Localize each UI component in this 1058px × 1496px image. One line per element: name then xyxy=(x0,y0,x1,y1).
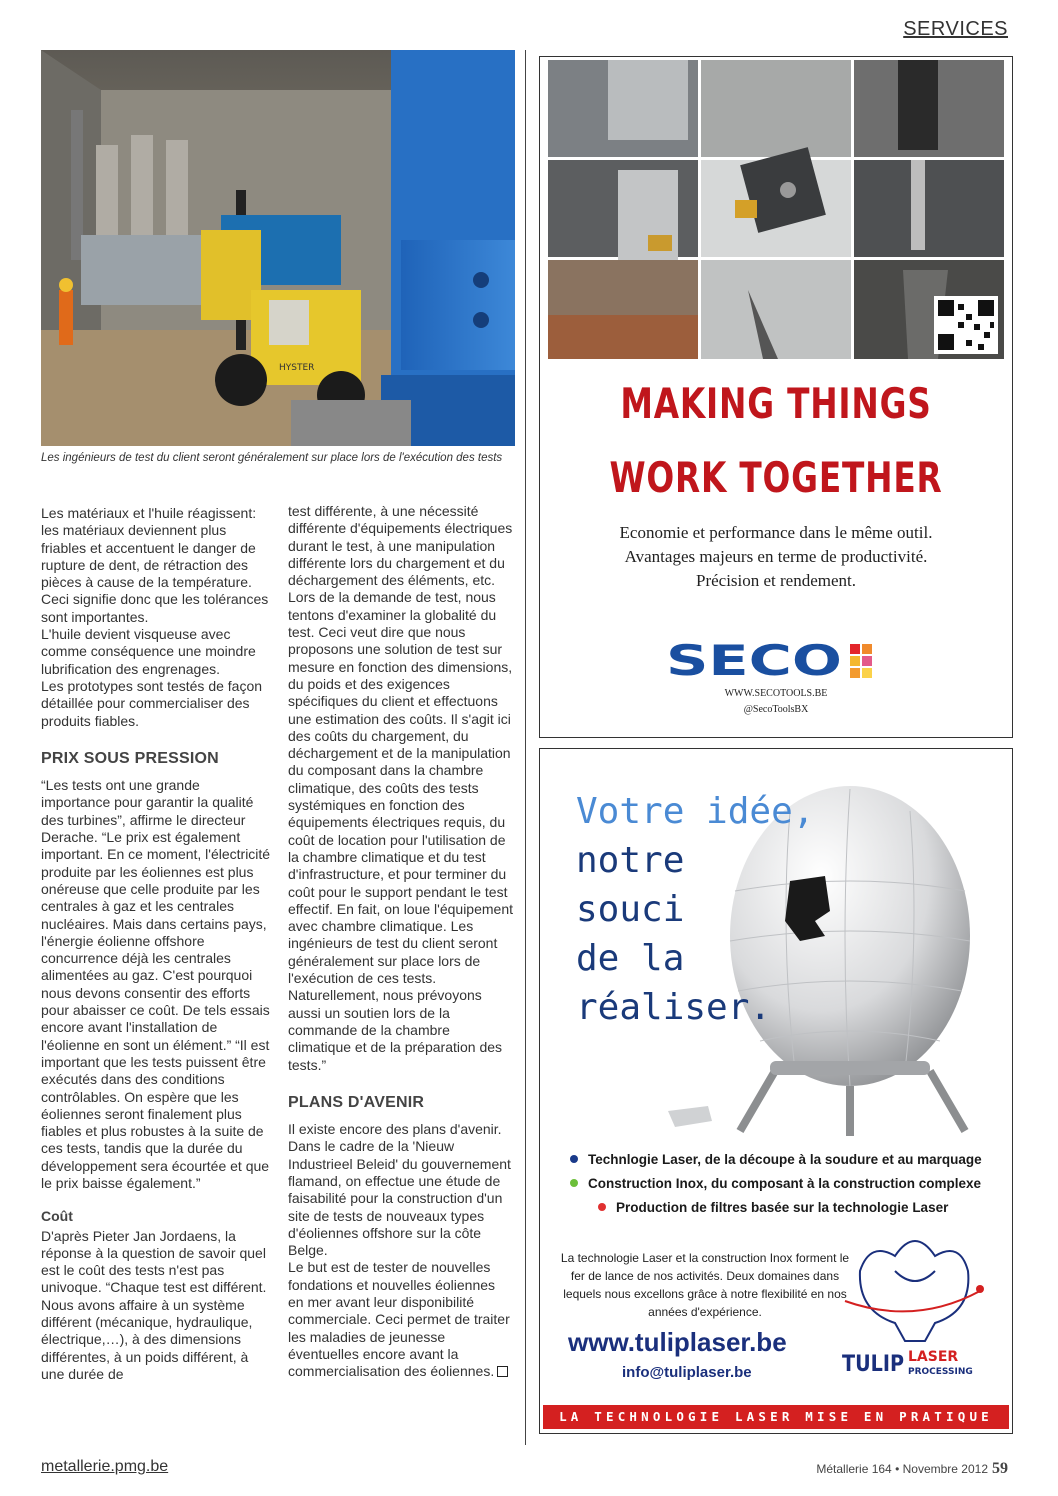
svg-text:PROCESSING: PROCESSING xyxy=(908,1367,973,1377)
bullet-dot-icon xyxy=(598,1203,606,1211)
svg-text:LASER: LASER xyxy=(908,1349,959,1365)
seco-contact xyxy=(540,686,1012,718)
seco-twitter-handle: @SecoToolsBX xyxy=(743,704,809,715)
paragraph: Ceci signifie donc que les tolérances sont importantes. xyxy=(41,591,269,625)
seco-logo xyxy=(666,642,888,685)
svg-text:TULIP: TULIP xyxy=(842,1352,904,1377)
list-item: Construction Inox, du composant à la construction complexe xyxy=(570,1176,981,1191)
paragraph: Les matériaux et l'huile réagissent: les matériaux deviennent plus friables et accentuent le danger de rupture de dent, de rétraction des pièces à cause de la température. xyxy=(41,505,257,591)
footer-site-link[interactable]: metallerie.pmg.be xyxy=(41,1458,169,1475)
subheading-cout: Coût xyxy=(41,1208,73,1225)
section-label: SERVICES xyxy=(903,18,1008,40)
paragraph: Les prototypes sont testés de façon détaillée pour commercialiser des produits fiables. xyxy=(41,677,263,729)
seco-headline-1: MAKING THINGS xyxy=(620,379,932,428)
column-divider xyxy=(525,50,526,1445)
seco-taglines: Economie et performance dans le même outil. Avantages majeurs en terme de productivité. Précision et rendement. xyxy=(619,523,933,590)
paragraph: Lors de la demande de test, nous tentons d'examiner la globalité du test. Ceci veut dire que nous proposons une solution de test sur mesure en fonction des dimensions, du poids et des exigences spécifiques du client et effectuons une estimation des coûts. Il s'agit ici des coûts du chargement, du déchargement et de la manipulation du composant dans la chambre climatique, des coûts des tests systémiques en fonction des équipements électriques requis, du coût de location pour l'utilisation de la chambre climatique et du test d'infrastructure, et pour terminer du coût pour le support pendant le test effectif. En fait, on loue l'équipement avec chambre climatique. Les ingénieurs de test du client seront généralement sur place lors de l'exécution de ces tests. Naturellement, nous prévoyons aussi un soutien lors de la commande de la chambre climatique et de la préparation des tests.” xyxy=(288,589,514,1073)
tulip-description: La technologie Laser et la construction Inox forment le fer de lance de nos activités. Deux domaines dans lequels nous excellons grâce à notre flexibilité en nos années d'expérience. xyxy=(560,1251,850,1319)
seco-headline-2: WORK TOGETHER xyxy=(609,453,943,502)
list-item: Technlogie Laser, de la découpe à la soudure et au marquage xyxy=(570,1152,982,1167)
paragraph: “Les tests ont une grande importance pour garantir la qualité des turbines”, affirme le directeur Derache. “Le prix est également important. En ce moment, l'électricité produite par les éoliennes est plus onéreuse que celle produite par les centrales à gaz et les centrales nucléaires. Mais dans certains pays, l'énergie éolienne offshore concurrence déjà les centrales alimentées au gaz. C'est pourquoi nous devons consentir des efforts pour abaisser ce coût. De tels essais encore avant l'installation de l'éolienne en sont un élément.” “Il est important que les tests puissent être exécutés dans des conditions contrôlables. On espère que les éoliennes seront finalement plus fiables et plus robustes à la suite de ces tests, tandis que la durée du développement sera écourtée et que le prix baisse également.” xyxy=(41,777,271,1191)
paragraph: Il existe encore des plans d'avenir. Dans le cadre de la 'Nieuw Industrieel Beleid' du gouvernement flamand, on effectue une étude de faisabilité pour la construction d'un site de tests de nouveaux types d'éoliennes offshore sur la côte Belge. xyxy=(288,1121,511,1259)
photo-caption: Les ingénieurs de test du client seront généralement sur place lors de l'exécution des tests xyxy=(41,452,503,464)
tulip-website-link[interactable]: www.tuliplaser.be xyxy=(568,1327,787,1357)
end-of-article-icon xyxy=(497,1366,508,1377)
list-item: Production de filtres basée sur la technologie Laser xyxy=(598,1200,948,1215)
paragraph: test différente, à une nécessité différente d'équipements électriques durant le test, à une manipulation différente lors du chargement et du déchargement des éléments, etc. xyxy=(288,503,513,589)
article-column-1 xyxy=(41,505,271,1383)
tulip-email-link[interactable]: info@tuliplaser.be xyxy=(622,1364,752,1381)
paragraph: D'après Pieter Jan Jordaens, la réponse à la question de savoir quel est le coût des tests n'est pas univoque. “Chaque test est différent. Nous avons affaire à un système différent (mécanique, hydraulique, électrique,…), à des dimensions différentes, à un poids différent, à une durée de xyxy=(41,1227,267,1382)
page-number: 59 xyxy=(992,1460,1008,1477)
tooling-photo-grid xyxy=(548,60,1004,359)
tulip-laser-logo xyxy=(840,1231,990,1379)
tulip-tagline: Votre idée, notre souci de la réaliser. xyxy=(576,791,815,1028)
paragraph: L'huile devient visqueuse avec comme conséquence une moindre lubrification des engrenages. xyxy=(41,626,256,677)
subheading-prix: PRIX SOUS PRESSION xyxy=(41,749,219,767)
seco-advertisement[interactable] xyxy=(539,56,1013,738)
svg-text:HYSTER: HYSTER xyxy=(279,363,315,373)
svg-text:SECO: SECO xyxy=(666,642,842,680)
seco-website-link[interactable]: WWW.SECOTOOLS.BE xyxy=(724,688,828,699)
paragraph: Le but est de tester de nouvelles fondations et nouvelles éoliennes en mer avant leur disponibilité commerciale. Ceci permet de traiter les maladies de jeunesse éventuelles encore avant la commercialisation des éoliennes. xyxy=(288,1259,510,1380)
tulip-laser-advertisement[interactable] xyxy=(539,748,1013,1434)
subheading-plans: PLANS D'AVENIR xyxy=(288,1093,425,1111)
bullet-dot-icon xyxy=(570,1179,578,1187)
article-column-2 xyxy=(288,503,514,1381)
bullet-dot-icon xyxy=(570,1155,578,1163)
article-photo xyxy=(41,50,515,446)
tulip-slogan-band: LA TECHNOLOGIE LASER MISE EN PRATIQUE xyxy=(543,1405,1009,1429)
footer-issue-info: Métallerie 164 • Novembre 2012 59 xyxy=(816,1460,1008,1477)
